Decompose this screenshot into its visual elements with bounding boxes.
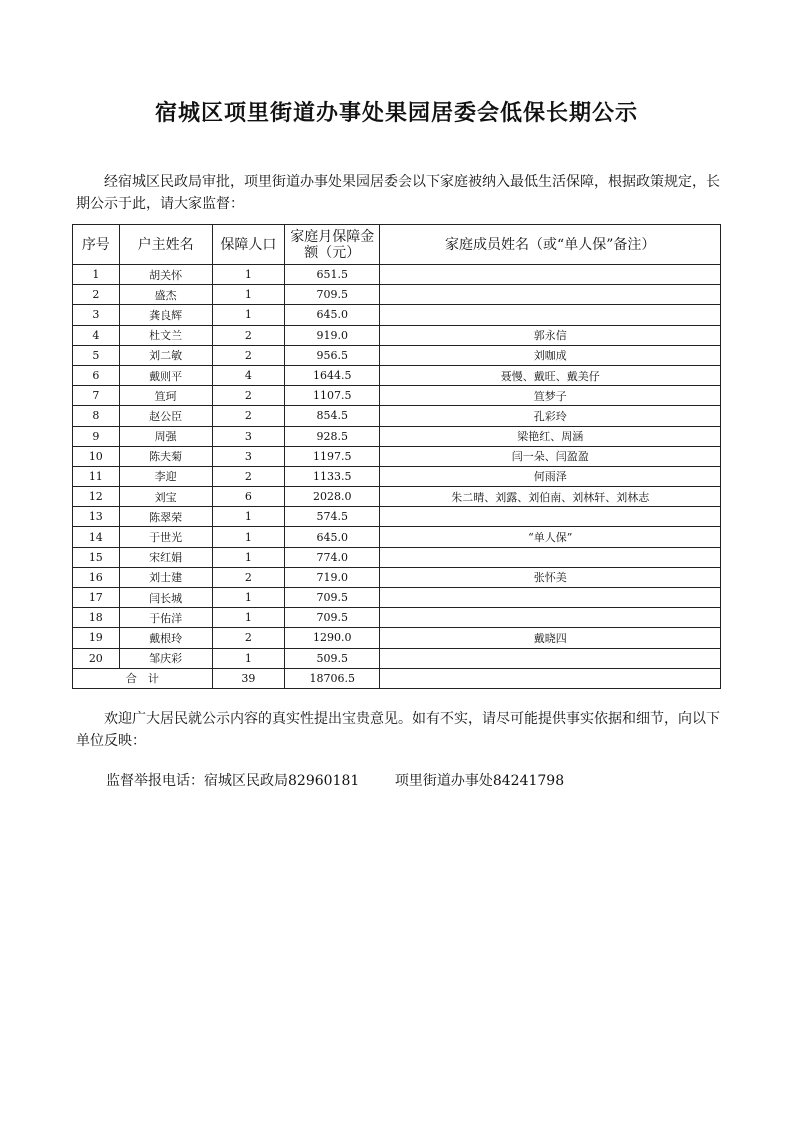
row-head-name: 刘士建 <box>119 567 212 587</box>
row-people: 2 <box>212 325 284 345</box>
total-label: 合 计 <box>73 668 213 688</box>
row-family: 闫一朵、闫盈盈 <box>380 446 721 466</box>
row-index: 2 <box>73 285 120 305</box>
row-family <box>380 547 721 567</box>
row-index: 4 <box>73 325 120 345</box>
row-people: 2 <box>212 628 284 648</box>
row-family <box>380 608 721 628</box>
table-row <box>73 507 721 527</box>
row-amount: 919.0 <box>285 325 380 345</box>
row-index: 10 <box>73 446 120 466</box>
subsidy-table <box>72 224 721 689</box>
total-people: 39 <box>212 668 284 688</box>
row-amount: 709.5 <box>285 588 380 608</box>
row-family <box>380 285 721 305</box>
table-row <box>73 365 721 385</box>
row-amount: 645.0 <box>285 305 380 325</box>
row-index: 17 <box>73 588 120 608</box>
row-head-name: 刘二敏 <box>119 345 212 365</box>
row-head-name: 周强 <box>119 426 212 446</box>
row-family: 何雨泽 <box>380 466 721 486</box>
table-body <box>73 265 721 669</box>
row-amount: 928.5 <box>285 426 380 446</box>
row-people: 1 <box>212 265 284 285</box>
row-index: 14 <box>73 527 120 547</box>
row-people: 4 <box>212 365 284 385</box>
header-amount: 家庭月保障金额（元） <box>285 225 380 265</box>
row-people: 2 <box>212 466 284 486</box>
row-head-name: 赵公臣 <box>119 406 212 426</box>
row-head-name: 笪珂 <box>119 386 212 406</box>
row-head-name: 于世光 <box>119 527 212 547</box>
row-people: 1 <box>212 608 284 628</box>
row-index: 19 <box>73 628 120 648</box>
row-family: 笪梦子 <box>380 386 721 406</box>
total-empty <box>380 668 721 688</box>
row-amount: 709.5 <box>285 285 380 305</box>
header-family: 家庭成员姓名（或“单人保”备注） <box>380 225 721 265</box>
page-title: 宿城区项里街道办事处果园居委会低保长期公示 <box>154 100 638 126</box>
row-amount: 1133.5 <box>285 466 380 486</box>
row-amount: 651.5 <box>285 265 380 285</box>
row-amount: 774.0 <box>285 547 380 567</box>
row-people: 1 <box>212 547 284 567</box>
row-people: 1 <box>212 527 284 547</box>
outro-paragraph: 欢迎广大居民就公示内容的真实性提出宝贵意见。如有不实，请尽可能提供事实依据和细节，向以下单位反映： <box>76 711 720 749</box>
row-index: 18 <box>73 608 120 628</box>
row-people: 3 <box>212 426 284 446</box>
row-family <box>380 507 721 527</box>
row-amount: 709.5 <box>285 608 380 628</box>
row-head-name: 闫长城 <box>119 588 212 608</box>
table-row <box>73 487 721 507</box>
row-head-name: 杜文兰 <box>119 325 212 345</box>
row-index: 9 <box>73 426 120 446</box>
table-total-row <box>73 668 721 688</box>
intro-paragraph: 经宿城区民政局审批，项里街道办事处果园居委会以下家庭被纳入最低生活保障，根据政策规定，长期公示于此，请大家监督： <box>76 174 720 212</box>
row-head-name: 龚良辉 <box>119 305 212 325</box>
row-family: 梁艳红、周涵 <box>380 426 721 446</box>
row-amount: 719.0 <box>285 567 380 587</box>
table-row <box>73 608 721 628</box>
row-amount: 2028.0 <box>285 487 380 507</box>
row-family: 郭永信 <box>380 325 721 345</box>
table-row <box>73 527 721 547</box>
row-family: 戴晓四 <box>380 628 721 648</box>
row-people: 2 <box>212 386 284 406</box>
row-people: 2 <box>212 345 284 365</box>
table-row <box>73 446 721 466</box>
row-amount: 1107.5 <box>285 386 380 406</box>
row-head-name: 于佑洋 <box>119 608 212 628</box>
row-family <box>380 265 721 285</box>
table-row <box>73 648 721 668</box>
row-index: 8 <box>73 406 120 426</box>
header-index: 序号 <box>73 225 120 265</box>
row-people: 3 <box>212 446 284 466</box>
row-head-name: 戴根玲 <box>119 628 212 648</box>
row-amount: 1197.5 <box>285 446 380 466</box>
row-amount: 854.5 <box>285 406 380 426</box>
row-people: 1 <box>212 507 284 527</box>
table-row <box>73 588 721 608</box>
row-people: 2 <box>212 406 284 426</box>
row-head-name: 戴则平 <box>119 365 212 385</box>
row-amount: 956.5 <box>285 345 380 365</box>
row-head-name: 胡关怀 <box>119 265 212 285</box>
table-header-row <box>73 225 721 265</box>
row-index: 20 <box>73 648 120 668</box>
table-row <box>73 547 721 567</box>
row-head-name: 盛杰 <box>119 285 212 305</box>
table-row <box>73 628 721 648</box>
row-head-name: 陈翠荣 <box>119 507 212 527</box>
row-family: 张怀美 <box>380 567 721 587</box>
table-row <box>73 305 721 325</box>
total-amount: 18706.5 <box>285 668 380 688</box>
row-index: 12 <box>73 487 120 507</box>
row-family <box>380 648 721 668</box>
row-people: 1 <box>212 648 284 668</box>
table-row <box>73 325 721 345</box>
row-family: “单人保” <box>380 527 721 547</box>
row-family: 聂慢、戴旺、戴美仔 <box>380 365 721 385</box>
row-head-name: 李迎 <box>119 466 212 486</box>
row-people: 1 <box>212 305 284 325</box>
header-head-name: 户主姓名 <box>119 225 212 265</box>
table-row <box>73 466 721 486</box>
row-index: 11 <box>73 466 120 486</box>
row-index: 7 <box>73 386 120 406</box>
row-amount: 1290.0 <box>285 628 380 648</box>
row-head-name: 陈夫菊 <box>119 446 212 466</box>
contact-line: 监督举报电话：宿城区民政局82960181 项里街道办事处84241798 <box>106 773 565 789</box>
row-family <box>380 305 721 325</box>
row-index: 6 <box>73 365 120 385</box>
table-row <box>73 386 721 406</box>
row-head-name: 宋红娟 <box>119 547 212 567</box>
header-people: 保障人口 <box>212 225 284 265</box>
row-amount: 509.5 <box>285 648 380 668</box>
row-people: 2 <box>212 567 284 587</box>
row-index: 1 <box>73 265 120 285</box>
row-people: 6 <box>212 487 284 507</box>
row-index: 5 <box>73 345 120 365</box>
table-row <box>73 345 721 365</box>
row-family: 刘咖成 <box>380 345 721 365</box>
table-row <box>73 285 721 305</box>
row-head-name: 邹庆彩 <box>119 648 212 668</box>
row-amount: 574.5 <box>285 507 380 527</box>
row-people: 1 <box>212 588 284 608</box>
row-family: 孔彩玲 <box>380 406 721 426</box>
row-amount: 645.0 <box>285 527 380 547</box>
row-head-name: 刘宝 <box>119 487 212 507</box>
row-index: 13 <box>73 507 120 527</box>
table-row <box>73 426 721 446</box>
row-index: 16 <box>73 567 120 587</box>
row-people: 1 <box>212 285 284 305</box>
row-index: 3 <box>73 305 120 325</box>
row-index: 15 <box>73 547 120 567</box>
table-row <box>73 265 721 285</box>
row-family: 朱二晴、刘露、刘伯南、刘林轩、刘林志 <box>380 487 721 507</box>
table-row <box>73 406 721 426</box>
row-amount: 1644.5 <box>285 365 380 385</box>
row-family <box>380 588 721 608</box>
table-row <box>73 567 721 587</box>
